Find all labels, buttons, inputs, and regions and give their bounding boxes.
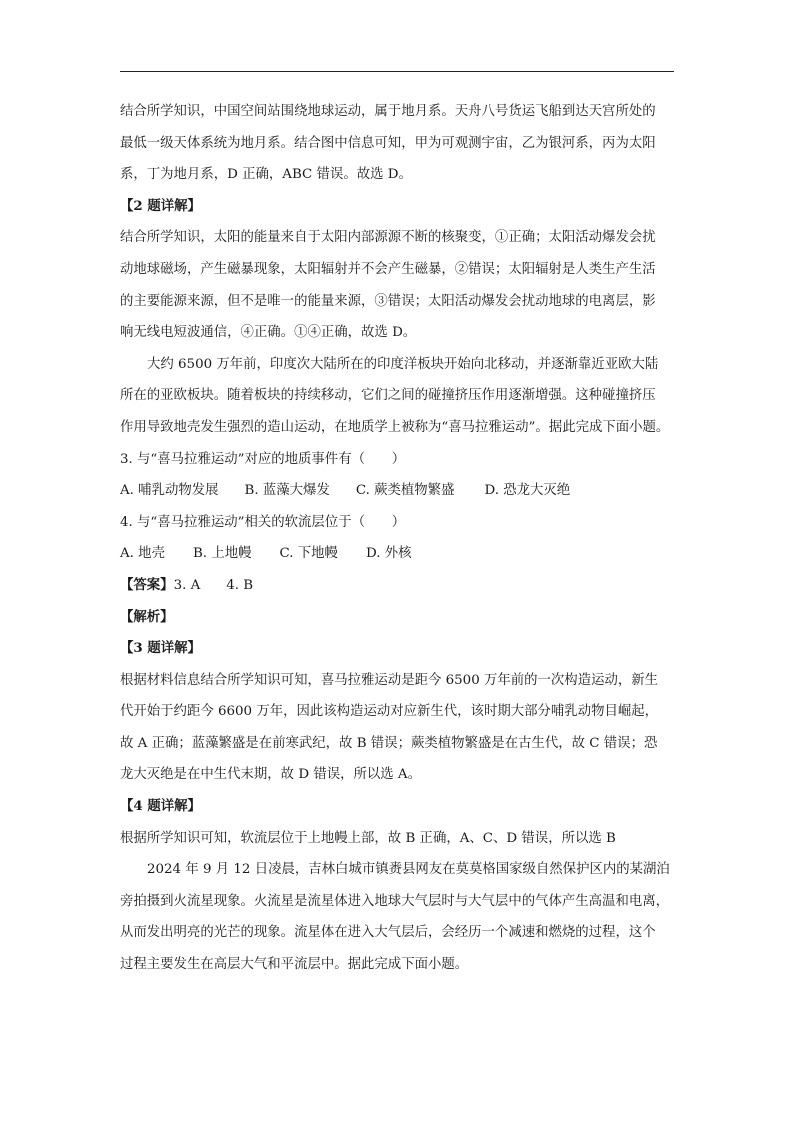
text-line: 结合所学知识，中国空间站围绕地球运动，属于地月系。天舟八号货运飞船到达天宫所处的	[120, 104, 656, 119]
question-4-stem: 4. 与“喜马拉雅运动”相关的软流层位于（ ）	[120, 514, 406, 530]
option-c: C. 下地幔	[279, 546, 338, 562]
text-line: 作用导致地壳发生强烈的造山运动，在地质学上被称为“喜马拉雅运动”。据此完成下面小题。	[120, 419, 670, 435]
text-line: 旁拍摄到火流星现象。火流星是流星体进入地球大气层时与大气层中的气体产生高温和电离，	[120, 893, 670, 909]
answer-label: 【答案】	[120, 576, 174, 593]
option-b: B. 蓝藻大爆发	[244, 483, 330, 499]
text-line: 动地球磁场，产生磁暴现象，太阳辐射并不会产生磁暴，②错误；太阳辐射是人类生产生活	[120, 261, 656, 277]
option-c: C. 蕨类植物繁盛	[355, 483, 455, 499]
heading-q4-detail: 【4 题详解】	[120, 798, 201, 815]
text-line: 过程主要发生在高层大气和平流层中。据此完成下面小题。	[120, 957, 469, 973]
text-line: 所在的亚欧板块。随着板块的持续移动，它们之间的碰撞挤压作用逐渐增强。这种碰撞挤压	[120, 388, 656, 404]
answer-4: 4. B	[226, 577, 254, 593]
question-3-stem: 3. 与“喜马拉雅运动”对应的地质事件有（ ）	[120, 451, 406, 467]
text-line: 大约 6500 万年前，印度次大陆所在的印度洋板块开始向北移动，并逐渐靠近亚欧大陆	[147, 356, 659, 372]
heading-q2-detail: 【2 题详解】	[120, 197, 201, 214]
document-body	[120, 96, 680, 981]
question-3-options	[120, 475, 680, 507]
question-4-options	[120, 538, 680, 570]
paragraph-himalaya-material	[120, 349, 680, 444]
text-line: 结合所学知识，太阳的能量来自于太阳内部源源不断的核聚变，①正确；太阳活动爆发会扰	[120, 230, 656, 246]
text-line: 2024 年 9 月 12 日凌晨，吉林白城市镇赉县网友在莫莫格国家级自然保护区内的某湖泊	[147, 862, 670, 878]
text-line: 代开始于约距今 6600 万年，因此该构造运动对应新生代，该时期大部分哺乳动物目崛起，	[120, 704, 659, 720]
text-line: 响无线电短波通信，④正确。①④正确，故选 D。	[120, 325, 417, 341]
text-line: 龙大灭绝是在中生代末期，故 D 错误，所以选 A。	[120, 767, 421, 783]
paragraph-meteor-material	[120, 854, 680, 980]
answer-line	[120, 570, 680, 602]
option-b: B. 上地幔	[192, 546, 252, 562]
option-a: A. 地壳	[120, 546, 165, 562]
option-a: A. 哺乳动物发展	[120, 483, 219, 499]
paragraph-q4-explanation	[120, 823, 680, 855]
text-line: 根据材料信息结合所学知识可知，喜马拉雅运动是距今 6500 万年前的一次构造运动，新生	[120, 672, 659, 688]
option-d: D. 外核	[365, 546, 412, 562]
paragraph-q3-explanation	[120, 665, 680, 791]
text-line: 系，丁为地月系，D 正确，ABC 错误。故选 D。	[120, 167, 412, 183]
option-d: D. 恐龙大灭绝	[484, 483, 571, 499]
text-line: 从而发出明亮的光芒的现象。流星体在进入大气层后，会经历一个减速和燃烧的过程，这个	[120, 925, 656, 941]
heading-q3-detail: 【3 题详解】	[120, 640, 201, 657]
text-line: 最低一级天体系统为地月系。结合图中信息可知，甲为可观测宇宙，乙为银河系，丙为太阳	[120, 135, 656, 151]
header-rule	[120, 71, 674, 72]
heading-analysis: 【解析】	[120, 608, 174, 625]
text-line: 故 A 正确；蓝藻繁盛是在前寒武纪，故 B 错误；蕨类植物繁盛是在古生代，故 C 错误；恐	[120, 735, 658, 751]
text-line: 的主要能源来源，但不是唯一的能量来源，③错误；太阳活动爆发会扰动地球的电离层，影	[120, 293, 656, 309]
paragraph-q2-explanation	[120, 222, 680, 348]
paragraph-q1-explanation	[120, 96, 680, 191]
text-line: 根据所学知识可知，软流层位于上地幔上部，故 B 正确，A、C、D 错误，所以选 B	[120, 830, 616, 846]
answer-3: 3. A	[173, 577, 201, 593]
